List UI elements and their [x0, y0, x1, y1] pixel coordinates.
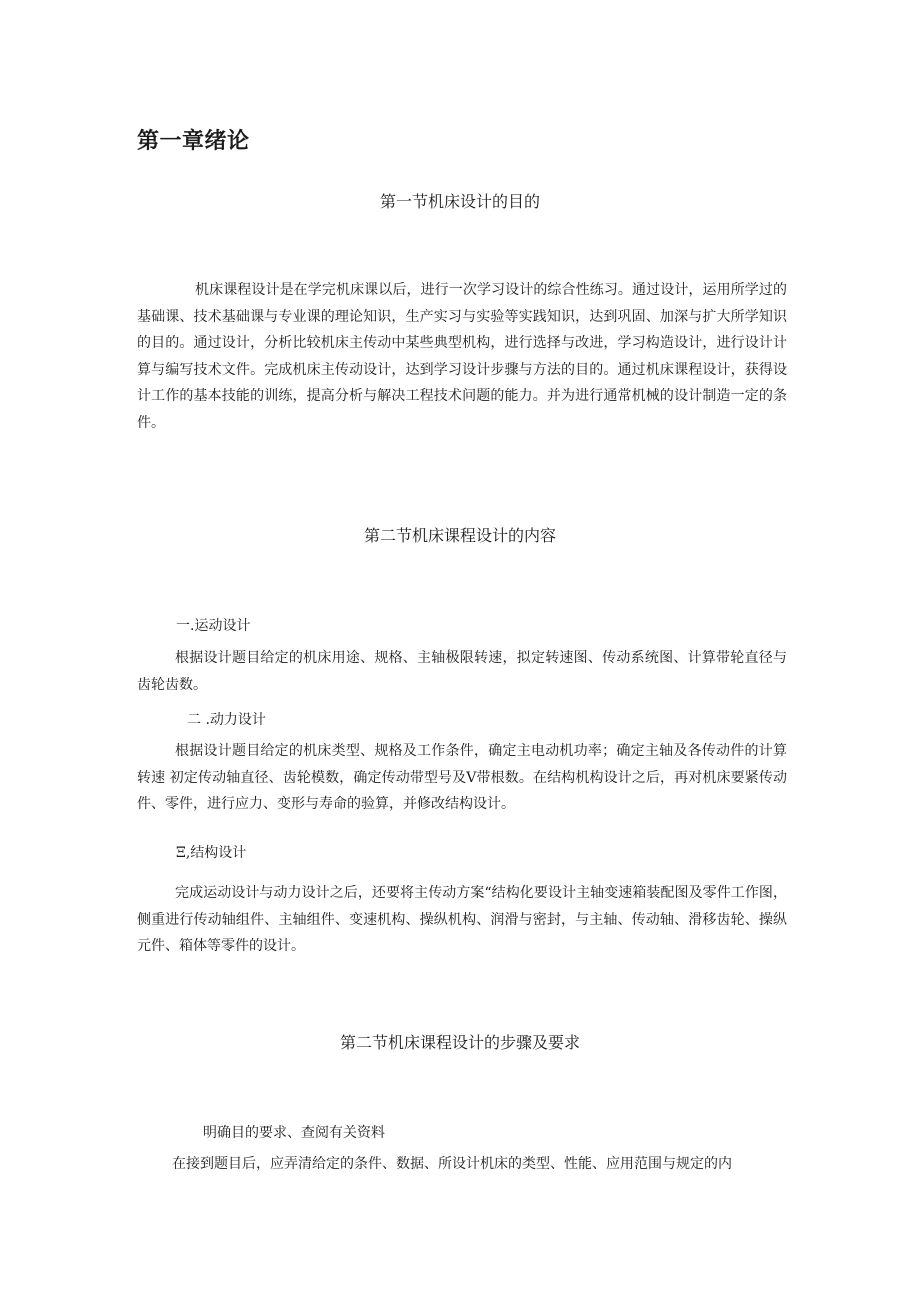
structure-design-heading: Ξ,结构设计: [176, 845, 247, 861]
section-purpose-paragraph: 机床课程设计是在学完机床课以后，进行一次学习设计的综合性练习。通过设计，运用所学过的基础课、技术基础课与专业课的理论知识，生产实习与实验等实践知识，达到巩固、加深与扩大所学知识的目的。通过设计，分析比较机床主传动中某些典型机构，进行选择与改进，学习构造设计，进行设计计算与编写技术文件。完成机床主传动设计，达到学习设计步骤与方法的目的。通过机床课程设计，获得设计工作的基本技能的训练，提高分析与解决工程技术问题的能力。并为进行通常机械的设计制造一定的条件。: [137, 282, 787, 431]
section-title-steps: 第二节机床课程设计的步骤及要求: [339, 1033, 580, 1052]
section-title-purpose: 第一节机床设计的目的: [379, 192, 540, 211]
power-design-paragraph: 根据设计题目给定的机床类型、规格及工作条件，确定主电动机功率；确定主轴及各传动件的计算转速 初定传动轴直径、齿轮模数，确定传动带型号及V带根数。在结构机构设计之后，再对机床要紧传动件、零件，进行应力、变形与寿命的验算，并修改结构设计。: [137, 743, 787, 812]
motion-design-heading: 一.运动设计: [176, 618, 251, 634]
section-title-content: 第二节机床课程设计的内容: [363, 526, 556, 545]
motion-design-paragraph: 根据设计题目给定的机床用途、规格、主轴极限转速，拟定转速图、传动系统图、计算带轮直径与齿轮齿数。: [137, 650, 787, 693]
steps-item1-heading: 明确目的要求、查阅有关资料: [203, 1125, 385, 1141]
power-design-heading: 二 .动力设计: [187, 712, 266, 728]
structure-design-paragraph: 完成运动设计与动力设计之后，还要将主传动方案“结构化要设计主轴变速箱装配图及零件工作图，侧重进行传动轴组件、主轴组件、变速机构、操纵机构、润滑与密封，与主轴、传动轴、滑移齿轮、操纵元件、箱体等零件的设计。: [137, 885, 787, 954]
chapter-title: 第一章绪论: [137, 129, 250, 154]
steps-item1-text: 在接到题目后，应弄清给定的条件、数据、所设计机床的类型、性能、应用范围与规定的内: [172, 1156, 732, 1172]
